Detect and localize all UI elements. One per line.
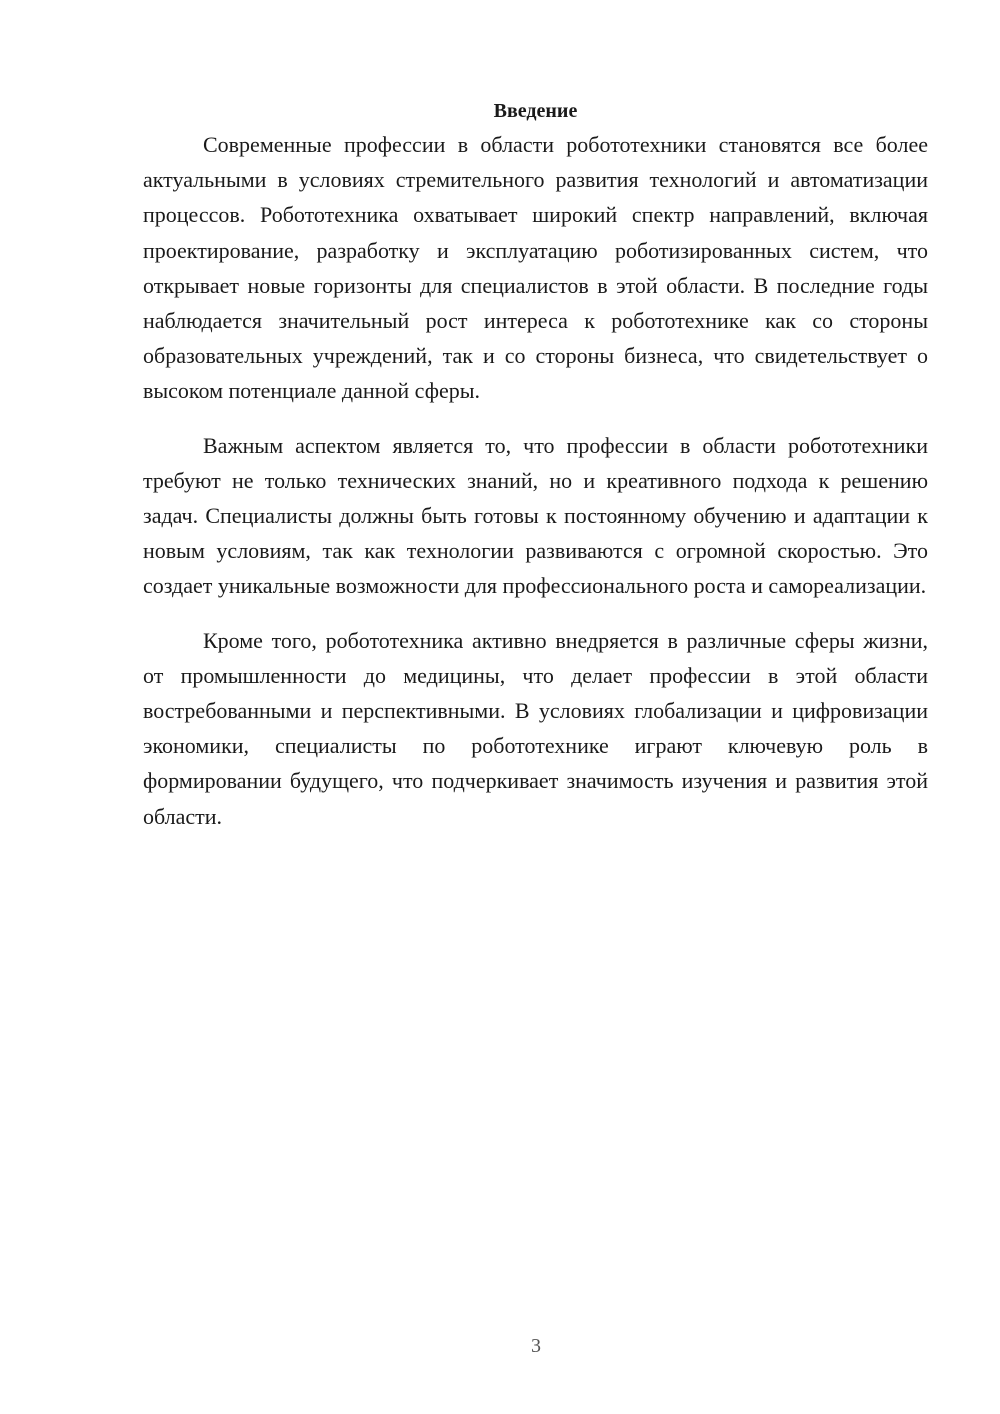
paragraph-1: Современные профессии в области робототехники становятся все более актуальными в условиях стремительного развития технологий и автоматизации процессов. Робототехника охватывает широкий спектр направлений, включая проектирование, разработку и эксплуатацию роботизированных систем, что открывает новые горизонты для специалистов в этой области. В последние годы наблюдается значительный рост интереса к робототехнике как со стороны образовательных учреждений, так и со стороны бизнеса, что свидетельствует о высоком потенциале данной сферы.: [143, 132, 928, 404]
section-heading: Введение: [493, 100, 578, 122]
paragraph-3: Кроме того, робототехника активно внедряется в различные сферы жизни, от промышленности до медицины, что делает профессии в этой области востребованными и перспективными. В условиях глобализации и цифровизации экономики, специалисты по робототехнике играют ключевую роль в формировании будущего, что подчеркивает значимость изучения и развития этой области.: [143, 627, 928, 829]
paragraph-2: Важным аспектом является то, что профессии в области робототехники требуют не только технических знаний, но и креативного подхода к решению задач. Специалисты должны быть готовы к постоянному обучению и адаптации к новым условиям, так как технологии развиваются с огромной скоростью. Это создает уникальные возможности для профессионального роста и самореализации.: [143, 432, 928, 599]
page-content: [143, 96, 928, 834]
page-number: 3: [531, 1335, 541, 1357]
